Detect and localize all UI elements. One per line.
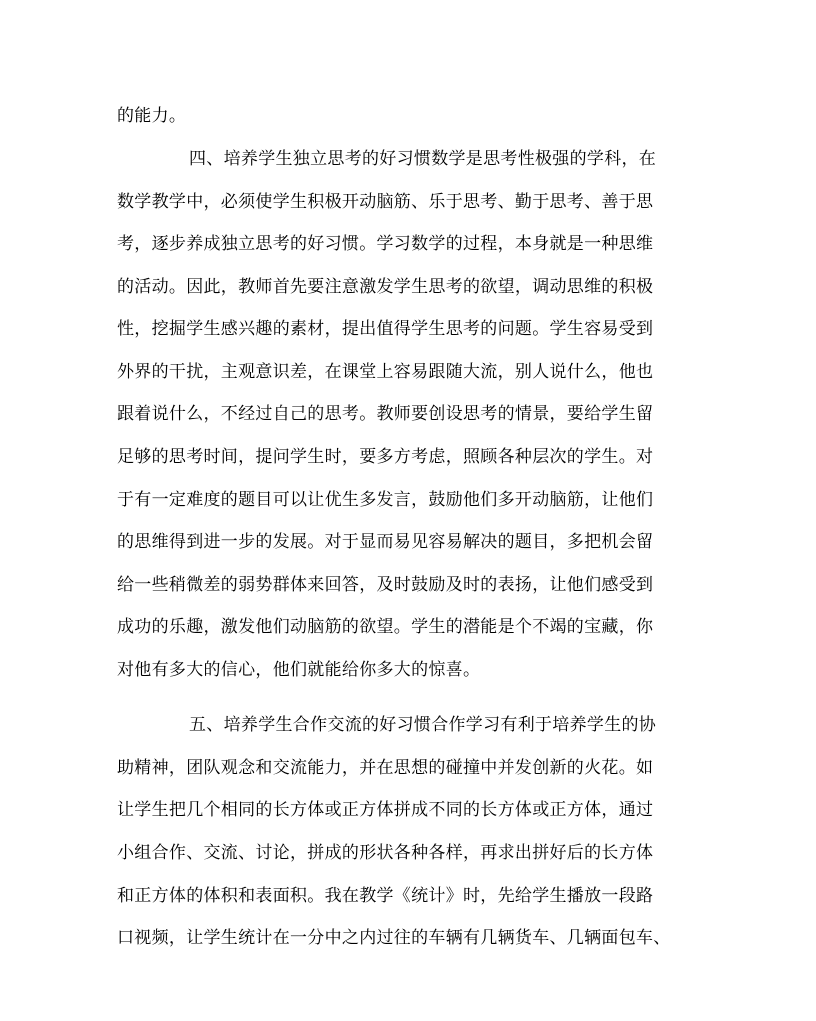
text-line: 对他有多大的信心，他们就能给你多大的惊喜。 bbox=[117, 660, 481, 680]
text-line: 于有一定难度的题目可以让优生多发言，鼓励他们多开动脑筋，让他们 bbox=[117, 490, 654, 510]
text-line: 足够的思考时间，提问学生时，要多方考虑，照顾各种层次的学生。对 bbox=[117, 447, 654, 467]
text-line: 小组合作、交流、讨论，拼成的形状各种各样，再求出拼好后的长方体 bbox=[117, 843, 654, 863]
text-line: 性，挖掘学生感兴趣的素材，提出值得学生思考的问题。学生容易受到 bbox=[117, 319, 654, 339]
text-line: 口视频，让学生统计在一分中之内过往的车辆有几辆货车、几辆面包车、 bbox=[117, 928, 671, 948]
text-line: 外界的干扰，主观意识差，在课堂上容易跟随大流，别人说什么，他也 bbox=[117, 362, 654, 382]
text-line: 数学教学中，必须使学生积极开动脑筋、乐于思考、勤于思考、善于思 bbox=[117, 192, 654, 212]
text-line: 给一些稍微差的弱势群体来回答，及时鼓励及时的表扬，让他们感受到 bbox=[117, 575, 654, 595]
text-line: 成功的乐趣，激发他们动脑筋的欲望。学生的潜能是个不竭的宝藏，你 bbox=[117, 617, 654, 637]
text-line: 的活动。因此，教师首先要注意激发学生思考的欲望，调动思维的积极 bbox=[117, 277, 654, 297]
text-line: 的思维得到进一步的发展。对于显而易见容易解决的题目，多把机会留 bbox=[117, 532, 654, 552]
text-line: 助精神，团队观念和交流能力，并在思想的碰撞中并发创新的火花。如 bbox=[117, 758, 654, 778]
paragraph-4-first-line: 四、培养学生独立思考的好习惯数学是思考性极强的学科，在 bbox=[189, 149, 657, 169]
text-line: 跟着说什么，不经过自己的思考。教师要创设思考的情景，要给学生留 bbox=[117, 404, 654, 424]
paragraph-5-first-line: 五、培养学生合作交流的好习惯合作学习有利于培养学生的协 bbox=[189, 715, 657, 735]
text-line: 让学生把几个相同的长方体或正方体拼成不同的长方体或正方体，通过 bbox=[117, 800, 654, 820]
text-line: 考，逐步养成独立思考的好习惯。学习数学的过程，本身就是一种思维 bbox=[117, 234, 654, 254]
text-line: 和正方体的体积和表面积。我在教学《统计》时，先给学生播放一段路 bbox=[117, 886, 654, 906]
text-line: 的能力。 bbox=[117, 106, 187, 126]
